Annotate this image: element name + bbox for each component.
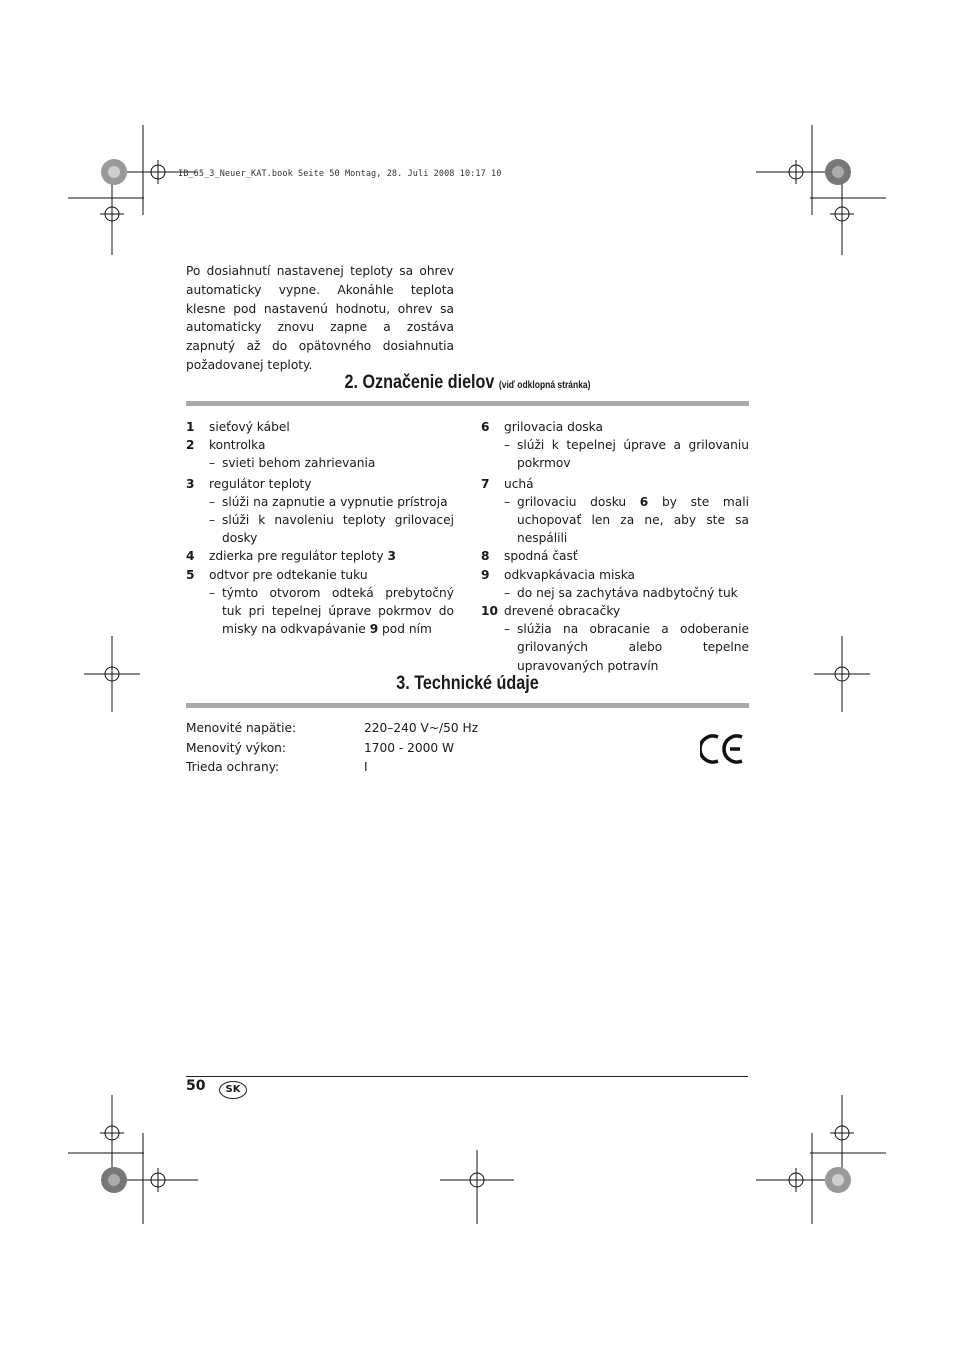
list-item: 5 odtvor pre odtekanie tuku — [186, 567, 368, 582]
section-2-divider — [186, 401, 749, 406]
parts-list-left — [186, 418, 454, 638]
list-item: 6 grilovacia doska — [481, 420, 603, 434]
list-item: 1 sieťový kábel — [186, 420, 290, 434]
ce-mark-icon — [700, 733, 746, 765]
list-subitem: – slúžia na obracanie a odoberanie grilovaných alebo tepelne upravovaných potravín — [504, 622, 749, 673]
section-3-divider — [186, 703, 749, 708]
list-subitem: – svieti behom zahrievania — [209, 456, 376, 471]
list-item: 7 uchá — [481, 476, 534, 491]
section-2-heading — [186, 372, 749, 394]
list-item: 8 spodná časť — [481, 549, 578, 564]
list-subitem: – slúži na zapnutie a vypnutie prístroja — [209, 494, 448, 509]
spec-row: Menovité napätie: 220–240 V~/50 Hz — [186, 721, 479, 735]
intro-paragraph: Po dosiahnutí nastavenej teploty sa ohrev automaticky vypne. Akonáhle teplota klesne pod nastavenú hodnotu, ohrev sa automaticky znovu zapne a zostáva zapnutý až do opätovného dosiahnutia požadovanej teploty. — [186, 264, 454, 372]
print-header-code: IB_65_3_Neuer_KAT.book Seite 50 Montag, 28. Juli 2008 10:17 10 — [178, 169, 502, 179]
page-number: 50 — [186, 1078, 206, 1094]
list-item: 3 regulátor teploty — [186, 476, 312, 491]
list-subitem: – slúži k tepelnej úprave a grilovaniu pokrmov — [504, 438, 749, 471]
section-3-heading — [186, 673, 749, 695]
list-subitem: – grilovaciu dosku 6 by ste mali uchopovať len za ne, aby ste sa nespálili — [504, 494, 750, 546]
section-3-title: 3. Technické údaje — [396, 673, 539, 694]
footer-rule — [186, 1076, 748, 1077]
list-item: 9 odkvapkávacia miska — [481, 567, 636, 582]
parts-list-right — [481, 418, 749, 675]
list-subitem: – do nej sa zachytáva nadbytočný tuk — [504, 585, 738, 600]
list-subitem: – týmto otvorom odteká prebytočný tuk pri tepelnej úprave pokrmov do misky na odkvapávanie 9 pod ním — [209, 585, 454, 637]
list-item: 2 kontrolka — [186, 438, 266, 453]
list-subitem: – slúži k navoleniu teploty grilovacej dosky — [209, 513, 454, 546]
list-item: 4 zdierka pre regulátor teploty 3 — [186, 549, 396, 564]
section-2-title: 2. Označenie dielov — [344, 372, 495, 393]
spec-row: Trieda ochrany: I — [186, 760, 368, 774]
spec-row: Menovitý výkon: 1700 - 2000 W — [186, 740, 455, 755]
section-2-note: (viď odklopná stránka) — [498, 380, 591, 391]
language-badge: SK — [219, 1081, 247, 1099]
list-item: 10 drevené obracačky — [481, 604, 621, 619]
spec-table — [186, 719, 586, 778]
